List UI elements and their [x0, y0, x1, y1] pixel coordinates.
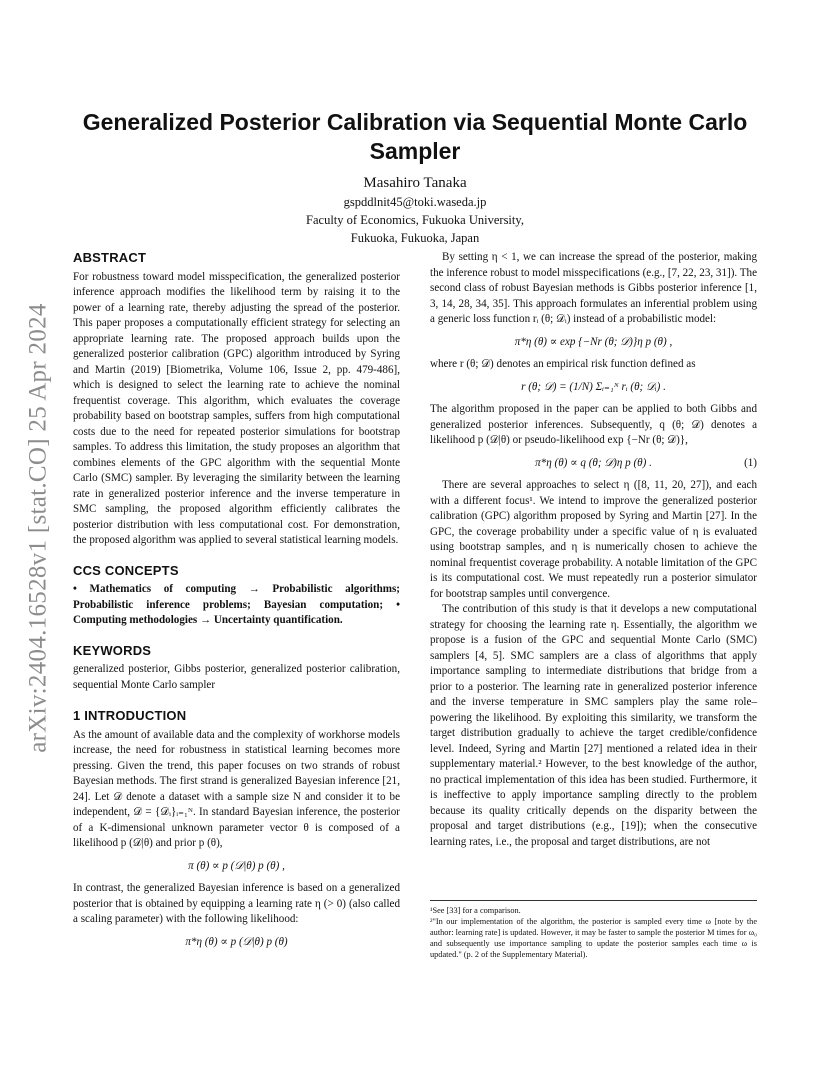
footnote-2: ²"In our implementation of the algorithm, the posterior is sampled every time ω [note by the author: learning rate] is updated. However, it may be faster to sample the posterior M times for ω₀ and subsequently use importance sampling to update the posterior samples each time ω is updated." (p. 2 of the Supplementary Material). [430, 917, 757, 959]
intro-paragraph-2: In contrast, the generalized Bayesian inference is based on a generalized posterior that is obtained by equipping a learning rate η (> 0) (also called a scaling parameter) with the following likelihood: [73, 882, 400, 925]
arxiv-stamp-text: arXiv:2404.16528v1 [stat.CO] 25 Apr 2024 [25, 303, 52, 753]
author-email: gspddlnit45@toki.waseda.jp [343, 195, 487, 209]
abstract-text: For robustness toward model misspecification, the generalized posterior inference approach modifies the likelihood term by raising it to the power of a learning rate, thereby adjusting the spread of the posterior. This paper proposes a computationally efficient strategy for selecting an appropriate learning rate. The proposed approach builds upon the generalized posterior calibration (GPC) algorithm introduced by Syring and Martin (2019) [Biometrika, Volume 106, Issue 2, pp. 479-486], which is designed to select the learning rate to achieve the nominal frequentist coverage. This algorithm, which evaluates the coverage probability based on bootstrap samples, suffers from high computational costs due to the need for repeated posterior simulations for bootstrap samples. To address this limitation, the study proposes an algorithm that combines elements of the GPC algorithm with the sequential Monte Carlo (SMC) sampler. By leveraging the similarity between the learning rate in generalized posterior inference and the inverse temperature in SMC sampling, the proposed algorithm efficiently calibrates the posterior distribution with less computational cost. For demonstration, the proposed algorithm was applied to several statistical learning models. [73, 270, 400, 546]
right-paragraph-4: There are several approaches to select η ([8, 11, 20, 27]), and each with a different focus¹. We intend to improve the generalized posterior calibration (GPC) algorithm proposed by Syring and Martin [27]. In the GPC, the coverage probability under a specific value of η is evaluated using bootstrap samples, and η is numerically chosen to achieve the nominal frequentist coverage probability. A notable limitation of the GPC is its computational cost. We must repeatedly run a posterior simulator for bootstrap samples until convergence. [430, 479, 757, 600]
ccs-heading: CCS CONCEPTS [73, 562, 179, 578]
ccs-text [73, 582, 400, 629]
ccs-concepts: • Mathematics of computing → Probabilistic algorithms; Probabilistic inference problems; Bayesian computation; • Computing methodologies → Uncertainty quantification. [73, 583, 400, 626]
arxiv-stamp [24, 283, 54, 773]
footnotes [430, 900, 757, 960]
equation-gibbs-posterior: π*η (θ) ∝ exp {−Nr (θ; 𝒟)}η p (θ) , [514, 335, 673, 348]
equation-generalized-posterior: π*η (θ) ∝ p (𝒟|θ) p (θ) [185, 935, 288, 948]
right-column [430, 250, 757, 850]
keywords-heading: KEYWORDS [73, 642, 152, 658]
equation-1-number: (1) [744, 456, 757, 469]
footnote-1: ¹See [33] for a comparison. [430, 906, 521, 915]
right-paragraph-1: By setting η < 1, we can increase the spread of the posterior, making the inference robust to model misspecifications (e.g., [7, 22, 23, 31]). The second class of robust Bayesian methods is Gibbs posterior inference [1, 3, 14, 28, 34, 35]. This approach formulates an inferential problem using a generic loss function rᵢ (θ; 𝒟ᵢ) instead of a probabilistic model: [430, 251, 757, 325]
author-block [70, 174, 760, 247]
equation-empirical-risk: r (θ; 𝒟) = (1/N) Σᵢ₌₁ᴺ rᵢ (θ; 𝒟ᵢ) . [521, 380, 666, 393]
paper-title: Generalized Posterior Calibration via Sequential Monte Carlo Sampler [82, 109, 748, 164]
keywords-text: generalized posterior, Gibbs posterior, generalized posterior calibration, sequential Monte Carlo sampler [73, 663, 400, 691]
left-column [73, 250, 400, 957]
equation-posterior: π (θ) ∝ p (𝒟|θ) p (θ) , [188, 859, 285, 872]
author-name: Masahiro Tanaka [363, 175, 467, 191]
abstract-heading: ABSTRACT [73, 250, 147, 265]
intro-heading: 1 INTRODUCTION [73, 708, 187, 723]
author-location: Fukuoka, Fukuoka, Japan [350, 231, 480, 245]
right-paragraph-3: The algorithm proposed in the paper can be applied to both Gibbs and generalized posterior inferences. Subsequently, q (θ; 𝒟) denotes a likelihood p (𝒟|θ) or pseudo-likelihood exp {−Nr (θ; 𝒟)}, [430, 403, 757, 446]
intro-paragraph-1: As the amount of available data and the complexity of workhorse models increase, the need for robustness in statistical learning becomes more pressing. Given the trend, this paper focuses on two strands of robust Bayesian methods. The first strand is generalized Bayesian inference [21, 24]. Let 𝒟 denote a dataset with a sample size N and consider it to be independent, 𝒟 = {𝒟ᵢ}ᵢ₌₁ᴺ. In standard Bayesian inference, the posterior of a K-dimensional unknown parameter vector θ is composed of a likelihood p (𝒟|θ) and prior p (θ), [73, 728, 400, 849]
right-paragraph-2: where r (θ; 𝒟) denotes an empirical risk function defined as [430, 358, 696, 370]
right-paragraph-5: The contribution of this study is that it develops a new computational strategy for choosing the learning rate η. Essentially, the algorithm we propose is a fusion of the GPC and sequential Monte Carlo (SMC) samplers [4, 5]. SMC samplers are a class of algorithms that apply importance sampling to intermediate distributions that bridge from a prior to a posterior. The learning rate in generalized posterior inference and the inverse temperature in SMC samplers play the same role–powering the likelihood. By exploiting this similarity, we transform the target distribution gradually to achieve the target credible/confidence level. Indeed, Syring and Martin [27] mentioned a related idea in their supplementary material.² However, to the best knowledge of the author, no practical implementation of this idea has been studied. Furthermore, it is ineffective to apply importance sampling directly to the problem because its quality critically depends on the disparity between the proposal and target distributions (e.g., [19]); when the consecutive learning rates, i.e., the proposal and target distributions, are not [430, 603, 757, 848]
equation-1-body: π*η (θ) ∝ q (θ; 𝒟)η p (θ) . [535, 456, 652, 469]
equation-1 [430, 456, 757, 472]
author-affiliation: Faculty of Economics, Fukuoka University, [306, 213, 524, 227]
